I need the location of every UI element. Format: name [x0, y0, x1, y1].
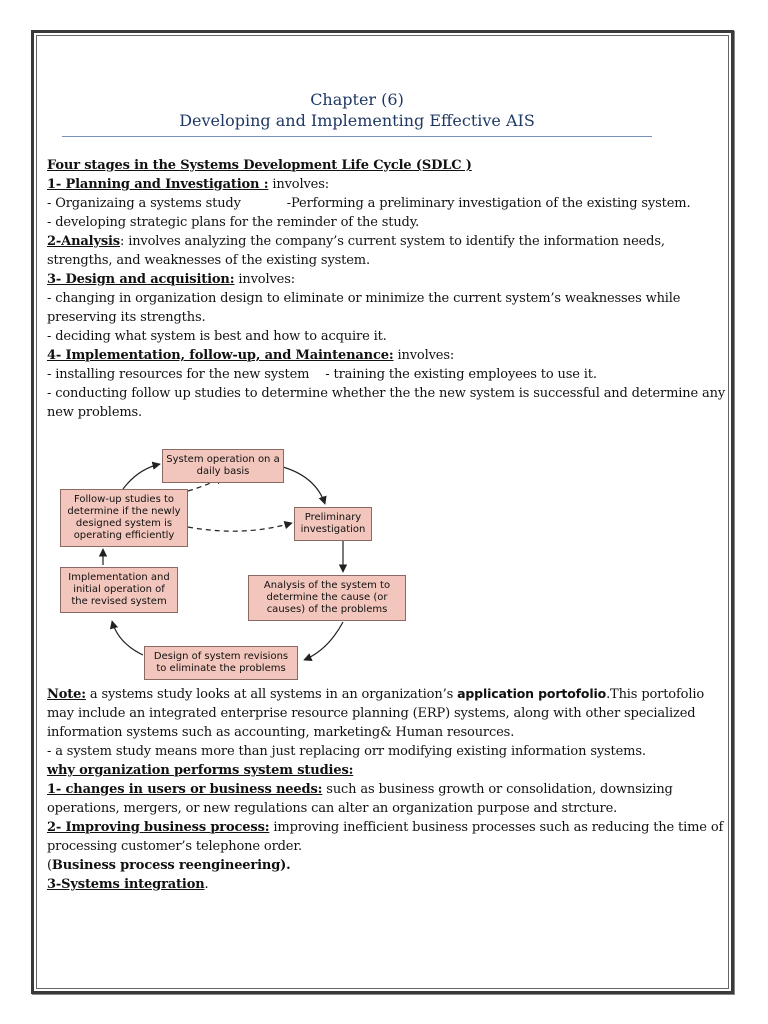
title-block: [62, 89, 652, 131]
sdlc-section: [47, 156, 727, 422]
note-line2: - a system study means more than just replacing orr modifying existing information systems.: [47, 744, 646, 759]
reason1-paragraph: [47, 780, 727, 818]
stage3-label: 3- Design and acquisition:: [47, 272, 235, 287]
arrow-followup-to-daily: [123, 464, 160, 489]
stage1-item-b: -Performing a preliminary investigation of the existing system.: [286, 196, 691, 211]
stage4-line1: [47, 365, 727, 384]
stage4-heading: [47, 346, 727, 365]
stage4-item-a: - installing resources for the new system: [47, 367, 310, 382]
sdlc-heading-text: Four stages in the Systems Development Life Cycle (SDLC ): [47, 158, 472, 173]
reason2-bold: Business process reengineering).: [51, 858, 291, 873]
stage4-line2: - conducting follow up studies to determine whether the the new system is successful and determine any new problems.: [47, 386, 726, 420]
stage2-label: 2-Analysis: [47, 234, 120, 249]
box-daily-operation: System operation on a daily basis: [162, 449, 284, 483]
stage3-intro: involves:: [234, 272, 295, 287]
box-preliminary-investigation: Preliminary investigation: [294, 507, 372, 541]
note-label: Note:: [47, 687, 86, 702]
sdlc-heading: [47, 156, 727, 175]
box-analysis: Analysis of the system to determine the cause (or causes) of the problems: [248, 575, 406, 621]
box-followup-studies: Follow-up studies to determine if the newly designed system is operating efficiently: [60, 489, 188, 547]
stage1-heading: [47, 175, 727, 194]
stage3-heading: [47, 270, 727, 289]
stage4-intro: involves:: [393, 348, 455, 363]
reason1-label: 1- changes in users or business needs:: [47, 782, 323, 797]
reason2-label: 2- Improving business process:: [47, 820, 270, 835]
box-design-revisions: Design of system revisions to eliminate the problems: [144, 646, 298, 680]
arrow-analysis-to-design: [304, 622, 343, 660]
chapter-title: Developing and Implementing Effective AIS: [179, 111, 535, 130]
reason2-paragraph: [47, 818, 727, 856]
reason1-text: such as business growth or consolidation, downsizing operations, mergers, or new regulations can alter an organization purpose and strcture.: [47, 782, 673, 816]
reason2-text: improving inefficient business processes such as reducing the time of processing customer’s telephone order.: [47, 820, 724, 854]
stage3-line1: - changing in organization design to eliminate or minimize the current system’s weaknesses while preserving its strengths.: [47, 291, 681, 325]
stage4-label: 4- Implementation, follow-up, and Maintenance:: [47, 348, 394, 363]
stage1-line1: [47, 194, 727, 213]
note-text2: .This portofolio may include an integrated enterprise resource planning (ERP) systems, along with other specialized information systems such as accounting, marketing& Human resources.: [47, 687, 705, 740]
stage4-item-b: - training the existing employees to use it.: [325, 367, 597, 382]
reason3-paragraph: [47, 875, 727, 894]
note-paragraph: [47, 684, 727, 742]
note-bold: application portofolio: [457, 686, 607, 701]
note-text1: a systems study looks at all systems in an organization’s: [85, 687, 458, 702]
chapter-number: Chapter (6): [310, 90, 404, 109]
stage3-line2: - deciding what system is best and how to acquire it.: [47, 329, 387, 344]
stage2-text: : involves analyzing the company’s current system to identify the information needs, strengths, and weaknesses of the existing system.: [47, 234, 665, 268]
stage1-item-a: - Organizaing a systems study: [47, 196, 241, 211]
arrow-daily-to-prelim: [283, 467, 325, 504]
stage2-paragraph: [47, 232, 727, 270]
why-heading-text: why organization performs system studies:: [47, 763, 354, 778]
title-divider: [62, 136, 652, 137]
notes-section: [47, 684, 727, 894]
reason2-bold-line: [47, 856, 727, 875]
arrow-design-to-implementation: [112, 621, 143, 655]
reason2-paren: (: [47, 858, 52, 873]
box-implementation: Implementation and initial operation of the revised system: [60, 567, 178, 613]
sdlc-cycle-diagram: [58, 447, 418, 687]
stage1-intro: involves:: [268, 177, 329, 192]
reason3-label: 3-Systems integration: [47, 877, 205, 892]
reason3-text: .: [204, 877, 209, 892]
why-heading: [47, 761, 727, 780]
stage1-label: 1- Planning and Investigation :: [47, 177, 269, 192]
stage1-line2: - developing strategic plans for the reminder of the study.: [47, 215, 420, 230]
dashed-followup-to-prelim: [188, 523, 292, 531]
